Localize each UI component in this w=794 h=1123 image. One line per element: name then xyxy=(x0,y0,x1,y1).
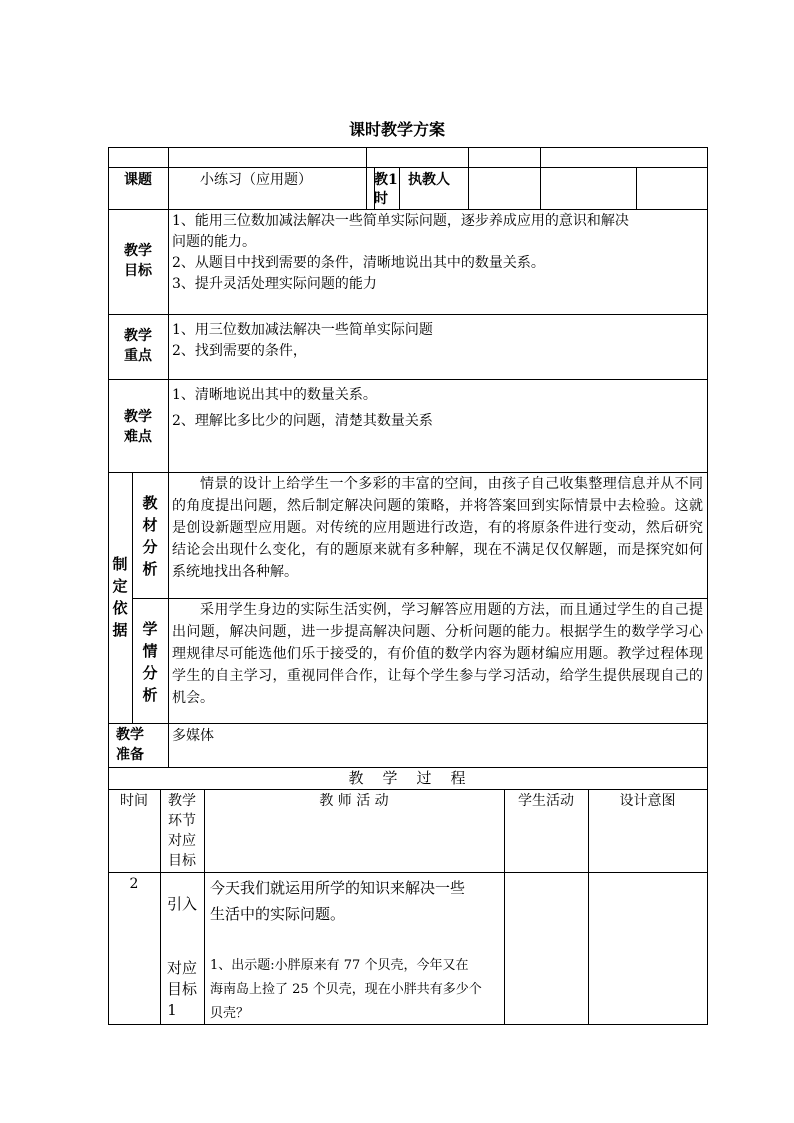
subject-label: 课题 xyxy=(124,172,152,188)
prep-value: 多媒体 xyxy=(172,728,214,744)
col-teacher: 教 师 活 动 xyxy=(319,793,389,809)
shi-fragment: 时 xyxy=(374,191,388,207)
goals-label: 教学 目标 xyxy=(124,243,152,279)
process-heading: 教 学 过 程 xyxy=(348,769,468,787)
goal-item: 问题的能力。 xyxy=(172,234,256,250)
key-point-item: 1、用三位数加减法解决一些简单实际问题 xyxy=(172,322,433,338)
prep-label: 教学 准备 xyxy=(116,727,144,763)
goal-item: 1、能用三位数加减法解决一些简单实际问题，逐步养成应用的意识和解决 xyxy=(172,213,629,229)
row-stage-intro: 引入 xyxy=(166,895,197,913)
goal-item: 2、从题目中找到需要的条件，清晰地说出其中的数量关系。 xyxy=(172,255,545,271)
page-title: 课时教学方案 xyxy=(348,120,445,139)
student-analysis-text: 采用学生身边的实际生活实例，学习解答应用题的方法，而且通过学生的自己提出问题，解决问题，进一步提高解决问题、分析问题的能力。根据学生的数学学习心理规律尽可能选他们乐于接受的，有价值的数学内容为题材编应用题。教学过程体现学生的自主学习，重视同伴合作，让每个学生参与学习活动，给学生提供展现自己的机会。 xyxy=(172,602,703,706)
goal-item: 3、提升灵活处理实际问题的能力 xyxy=(172,276,377,292)
jiao-fragment: 教 xyxy=(374,172,388,188)
key-points-label: 教学 重点 xyxy=(124,328,152,364)
subject-value: 小练习（应用题） xyxy=(200,172,312,188)
difficulty-item: 1、清晰地说出其中的数量关系。 xyxy=(172,387,377,403)
col-time: 时间 xyxy=(120,793,148,809)
difficulties-label: 教学 难点 xyxy=(124,409,152,445)
teacher-label: 执教人 xyxy=(408,172,450,188)
col-design: 设计意图 xyxy=(619,793,676,809)
row-time: 2 xyxy=(129,876,139,892)
lesson-count: 1 xyxy=(388,172,398,188)
col-student: 学生活动 xyxy=(518,793,574,809)
key-point-item: 2、找到需要的条件， xyxy=(172,343,307,359)
material-analysis-text: 情景的设计上给学生一个多彩的丰富的空间，由孩子自己收集整理信息并从不同的角度提出问题，然后制定解决问题的策略，并将答案回到实际情景中去检验。这就是创设新题型应用题。对传统的应用题进行改造，有的将原条件进行变动，然后研究结论会出现什么变化，有的题原来就有多种解，现在不满足仅仅解题，而是探究如何系统地找出各种解。 xyxy=(172,476,703,580)
difficulty-item: 2、理解比多比少的问题，清楚其数量关系 xyxy=(172,413,433,429)
